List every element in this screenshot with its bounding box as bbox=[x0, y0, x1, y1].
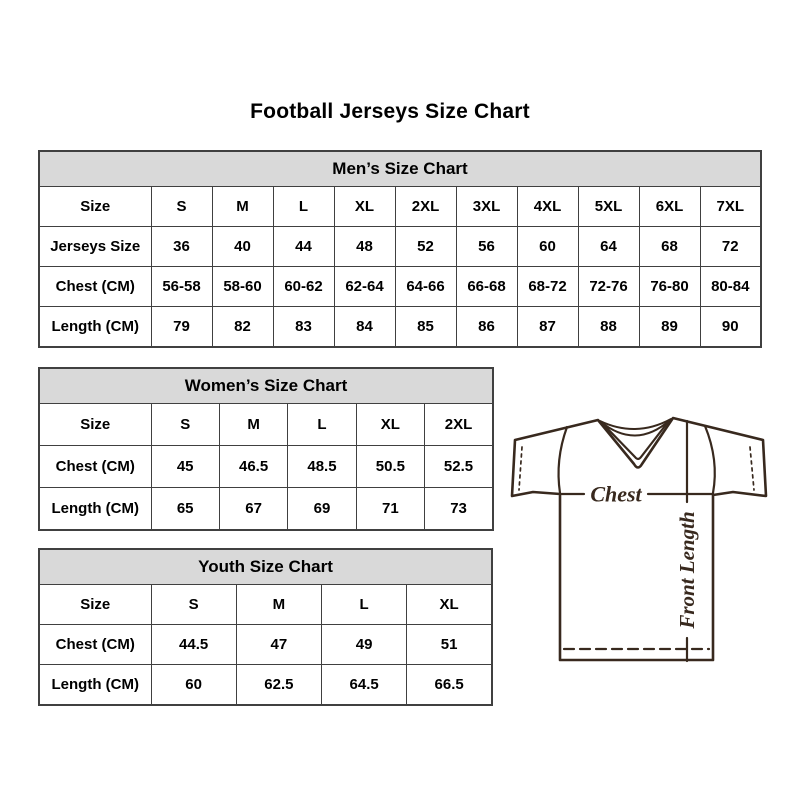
table-cell: 46.5 bbox=[219, 446, 287, 488]
table-row bbox=[39, 625, 492, 665]
row-label: Size bbox=[39, 585, 151, 625]
row-label: Size bbox=[39, 187, 151, 227]
table-cell: 80-84 bbox=[700, 267, 761, 307]
table-cell: 51 bbox=[407, 625, 492, 665]
row-label: Size bbox=[39, 404, 151, 446]
row-label: Chest (CM) bbox=[39, 267, 151, 307]
table-cell: 79 bbox=[151, 307, 212, 348]
table-cell: M bbox=[219, 404, 287, 446]
table-cell: 86 bbox=[456, 307, 517, 348]
table-cell: 82 bbox=[212, 307, 273, 348]
table-title-row bbox=[39, 549, 492, 585]
table-cell: 48 bbox=[334, 227, 395, 267]
table-cell: L bbox=[322, 585, 407, 625]
table-cell: 60 bbox=[517, 227, 578, 267]
table-cell: 87 bbox=[517, 307, 578, 348]
table-cell: L bbox=[273, 187, 334, 227]
table-cell: 60 bbox=[151, 665, 236, 706]
table-cell: 69 bbox=[288, 488, 356, 531]
left-armhole-seam bbox=[559, 427, 567, 493]
table-cell: 48.5 bbox=[288, 446, 356, 488]
table-title: Women’s Size Chart bbox=[39, 368, 493, 404]
table-cell: 76-80 bbox=[639, 267, 700, 307]
table-cell: 44 bbox=[273, 227, 334, 267]
table-cell: 68 bbox=[639, 227, 700, 267]
table-cell: 66.5 bbox=[407, 665, 492, 706]
table-cell: 40 bbox=[212, 227, 273, 267]
table-cell: XL bbox=[356, 404, 424, 446]
row-label: Length (CM) bbox=[39, 665, 151, 706]
table-cell: S bbox=[151, 585, 236, 625]
table-cell: 83 bbox=[273, 307, 334, 348]
front-length-label: Front Length bbox=[675, 511, 699, 629]
womens-size-table bbox=[38, 367, 494, 531]
table-row bbox=[39, 488, 493, 531]
table-cell: XL bbox=[334, 187, 395, 227]
right-armhole-seam bbox=[705, 426, 715, 493]
table-cell: 84 bbox=[334, 307, 395, 348]
table-cell: 73 bbox=[425, 488, 493, 531]
table-cell: 52.5 bbox=[425, 446, 493, 488]
table-row bbox=[39, 585, 492, 625]
table-row bbox=[39, 227, 761, 267]
row-label: Chest (CM) bbox=[39, 625, 151, 665]
row-label: Jerseys Size bbox=[39, 227, 151, 267]
table-cell: 56 bbox=[456, 227, 517, 267]
table-cell: 64-66 bbox=[395, 267, 456, 307]
table-title: Youth Size Chart bbox=[39, 549, 492, 585]
table-cell: 90 bbox=[700, 307, 761, 348]
table-title: Men’s Size Chart bbox=[39, 151, 761, 187]
table-cell: 6XL bbox=[639, 187, 700, 227]
table-cell: 62-64 bbox=[334, 267, 395, 307]
table-cell: 36 bbox=[151, 227, 212, 267]
table-cell: 66-68 bbox=[456, 267, 517, 307]
table-cell: 62.5 bbox=[236, 665, 321, 706]
table-cell: 45 bbox=[151, 446, 219, 488]
table-cell: XL bbox=[407, 585, 492, 625]
table-cell: 52 bbox=[395, 227, 456, 267]
table-cell: 58-60 bbox=[212, 267, 273, 307]
page-title: Football Jerseys Size Chart bbox=[250, 100, 530, 123]
table-row bbox=[39, 404, 493, 446]
table-cell: 7XL bbox=[700, 187, 761, 227]
table-cell: 3XL bbox=[456, 187, 517, 227]
table-cell: 5XL bbox=[578, 187, 639, 227]
table-cell: 85 bbox=[395, 307, 456, 348]
table-cell: M bbox=[236, 585, 321, 625]
table-cell: 49 bbox=[322, 625, 407, 665]
table-cell: 2XL bbox=[425, 404, 493, 446]
table-row bbox=[39, 187, 761, 227]
left-cuff-dashed-line bbox=[519, 447, 522, 490]
table-cell: S bbox=[151, 404, 219, 446]
table-cell: 89 bbox=[639, 307, 700, 348]
table-cell: 44.5 bbox=[151, 625, 236, 665]
table-row bbox=[39, 446, 493, 488]
right-cuff-dashed-line bbox=[750, 447, 754, 490]
row-label: Chest (CM) bbox=[39, 446, 151, 488]
table-title-row bbox=[39, 368, 493, 404]
table-cell: 47 bbox=[236, 625, 321, 665]
table-row bbox=[39, 307, 761, 348]
table-cell: 64.5 bbox=[322, 665, 407, 706]
table-row bbox=[39, 267, 761, 307]
table-cell: 56-58 bbox=[151, 267, 212, 307]
row-label: Length (CM) bbox=[39, 488, 151, 531]
chest-label: Chest bbox=[590, 481, 642, 507]
table-cell: S bbox=[151, 187, 212, 227]
table-cell: 64 bbox=[578, 227, 639, 267]
table-cell: 88 bbox=[578, 307, 639, 348]
table-cell: 72 bbox=[700, 227, 761, 267]
jersey-outline-icon bbox=[512, 418, 766, 660]
table-cell: M bbox=[212, 187, 273, 227]
table-cell: 65 bbox=[151, 488, 219, 531]
table-title-row bbox=[39, 151, 761, 187]
table-cell: 68-72 bbox=[517, 267, 578, 307]
mens-size-table bbox=[38, 150, 762, 348]
jersey-measurement-diagram bbox=[505, 398, 775, 670]
table-row bbox=[39, 665, 492, 706]
youth-size-table bbox=[38, 548, 493, 706]
table-cell: 2XL bbox=[395, 187, 456, 227]
row-label: Length (CM) bbox=[39, 307, 151, 348]
table-cell: 71 bbox=[356, 488, 424, 531]
table-cell: 67 bbox=[219, 488, 287, 531]
table-cell: 4XL bbox=[517, 187, 578, 227]
table-cell: 50.5 bbox=[356, 446, 424, 488]
table-cell: 72-76 bbox=[578, 267, 639, 307]
table-cell: L bbox=[288, 404, 356, 446]
table-cell: 60-62 bbox=[273, 267, 334, 307]
